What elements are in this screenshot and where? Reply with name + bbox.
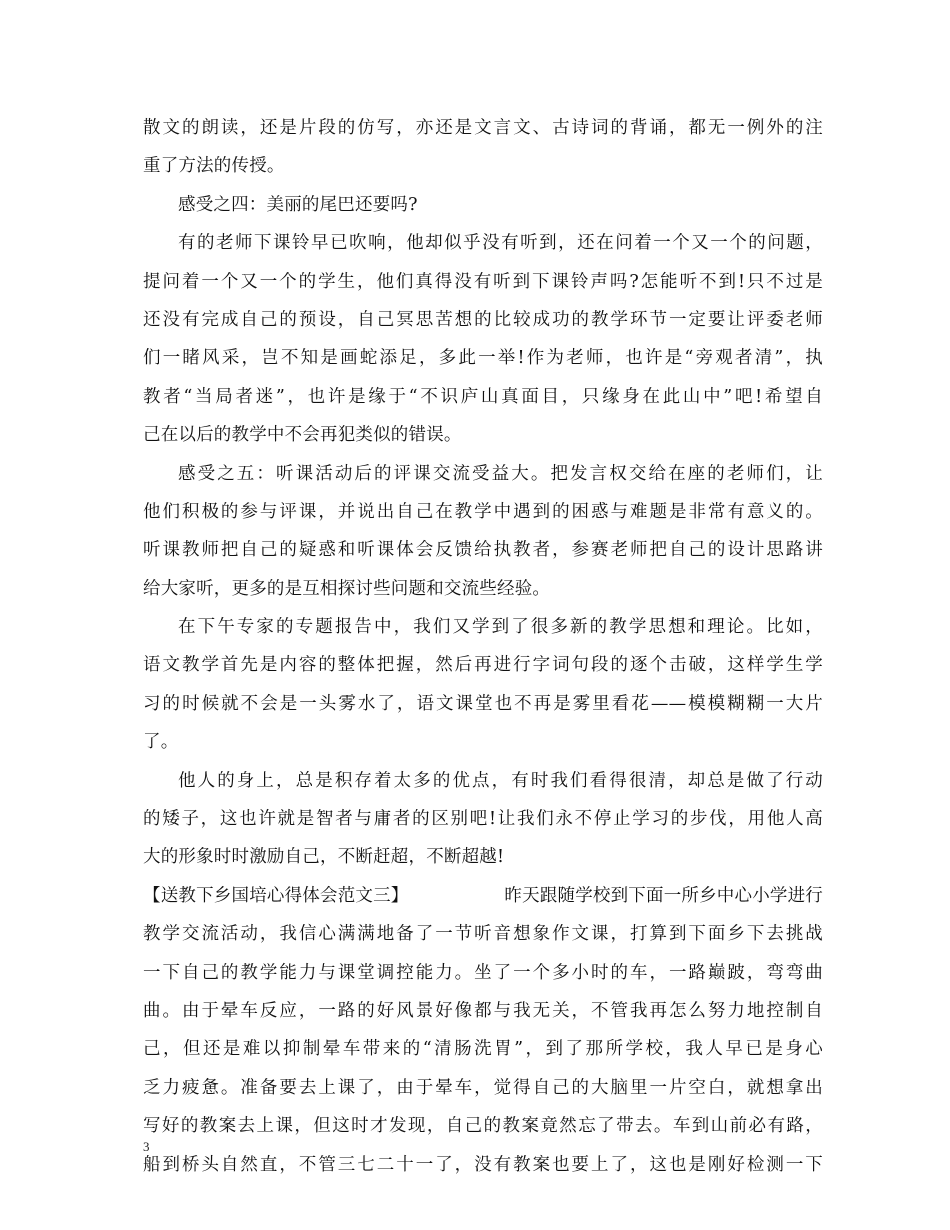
text-line: 己，但还是难以抑制晕车带来的“清肠洗胃”，到了那所学校，我人早已是身心: [143, 1039, 823, 1060]
text-line: 给大家听，更多的是互相探讨些问题和交流些经验。: [143, 578, 551, 599]
text-line: 散文的朗读，还是片段的仿写，亦还是文言文、古诗词的背诵，都无一例外的注: [143, 118, 823, 138]
text-line: 感受之四：美丽的尾巴还要吗?: [178, 194, 418, 215]
page-number: 3: [143, 1139, 150, 1154]
text-line: 在下午专家的专题报告中，我们又学到了很多新的教学思想和理论。比如，: [178, 617, 823, 638]
text-line: 重了方法的传授。: [143, 156, 285, 177]
text-line: 乏力疲惫。准备要去上课了，由于晕车，觉得自己的大脑里一片空白，就想拿出: [143, 1077, 823, 1098]
text-line: 教学交流活动，我信心满满地备了一节听音想象作文课，打算到下面乡下去挑战: [143, 924, 823, 945]
text-line: 了。: [143, 732, 179, 753]
text-line: 还没有完成自己的预设，自己冥思苦想的比较成功的教学环节一定要让评委老师: [143, 309, 823, 330]
section-heading-line: [143, 877, 823, 915]
text-line: 写好的教案去上课，但这时才发现，自己的教案竟然忘了带去。车到山前必有路，: [143, 1116, 823, 1137]
text-line: 一下自己的教学能力与课堂调控能力。坐了一个多小时的车，一路巅跛，弯弯曲: [143, 962, 823, 983]
text-line: 大的形象时时激励自己，不断赶超，不断超越!: [143, 847, 505, 868]
text-line: 他们积极的参与评课，并说出自己在教学中遇到的困惑与难题是非常有意义的。: [143, 501, 823, 522]
text-line: 教者“当局者迷”，也许是缘于“不识庐山真面目，只缘身在此山中”吧!希望自: [143, 386, 823, 407]
text-line: 他人的身上，总是积存着太多的优点，有时我们看得很清，却总是做了行动: [178, 770, 823, 791]
text-line: 有的老师下课铃早已吹响，他却似乎没有听到，还在问着一个又一个的问题，: [178, 233, 823, 254]
section-heading-continuation: 昨天跟随学校到下面一所乡中心小学进行: [504, 885, 823, 906]
text-line: 习的时候就不会是一头雾水了，语文课堂也不再是雾里看花——模模糊糊一大片: [143, 693, 823, 714]
body-text: [143, 109, 823, 1184]
text-line: 船到桥头自然直，不管三七二十一了，没有教案也要上了，这也是刚好检测一下: [143, 1154, 823, 1175]
text-line: 的矮子，这也许就是智者与庸者的区别吧!让我们永不停止学习的步伐，用他人高: [143, 809, 823, 830]
text-line: 听课教师把自己的疑惑和听课体会反馈给执教者，参赛老师把自己的设计思路讲: [143, 540, 823, 561]
section-heading: 【送教下乡国培心得体会范文三】: [143, 885, 409, 906]
text-line: 己在以后的教学中不会再犯类似的错误。: [143, 425, 462, 446]
text-line: 感受之五：听课活动后的评课交流受益大。把发言权交给在座的老师们，让: [178, 463, 823, 484]
text-line: 曲。由于晕车反应，一路的好风景好像都与我无关，不管我再怎么努力地控制自: [143, 1000, 823, 1021]
text-line: 们一睹风采，岂不知是画蛇添足，多此一举!作为老师，也许是“旁观者清”，执: [143, 348, 823, 369]
text-line: 语文教学首先是内容的整体把握，然后再进行字词句段的逐个击破，这样学生学: [143, 655, 823, 676]
text-line: 提问着一个又一个的学生，他们真得没有听到下课铃声吗?怎能听不到!只不过是: [143, 271, 823, 292]
